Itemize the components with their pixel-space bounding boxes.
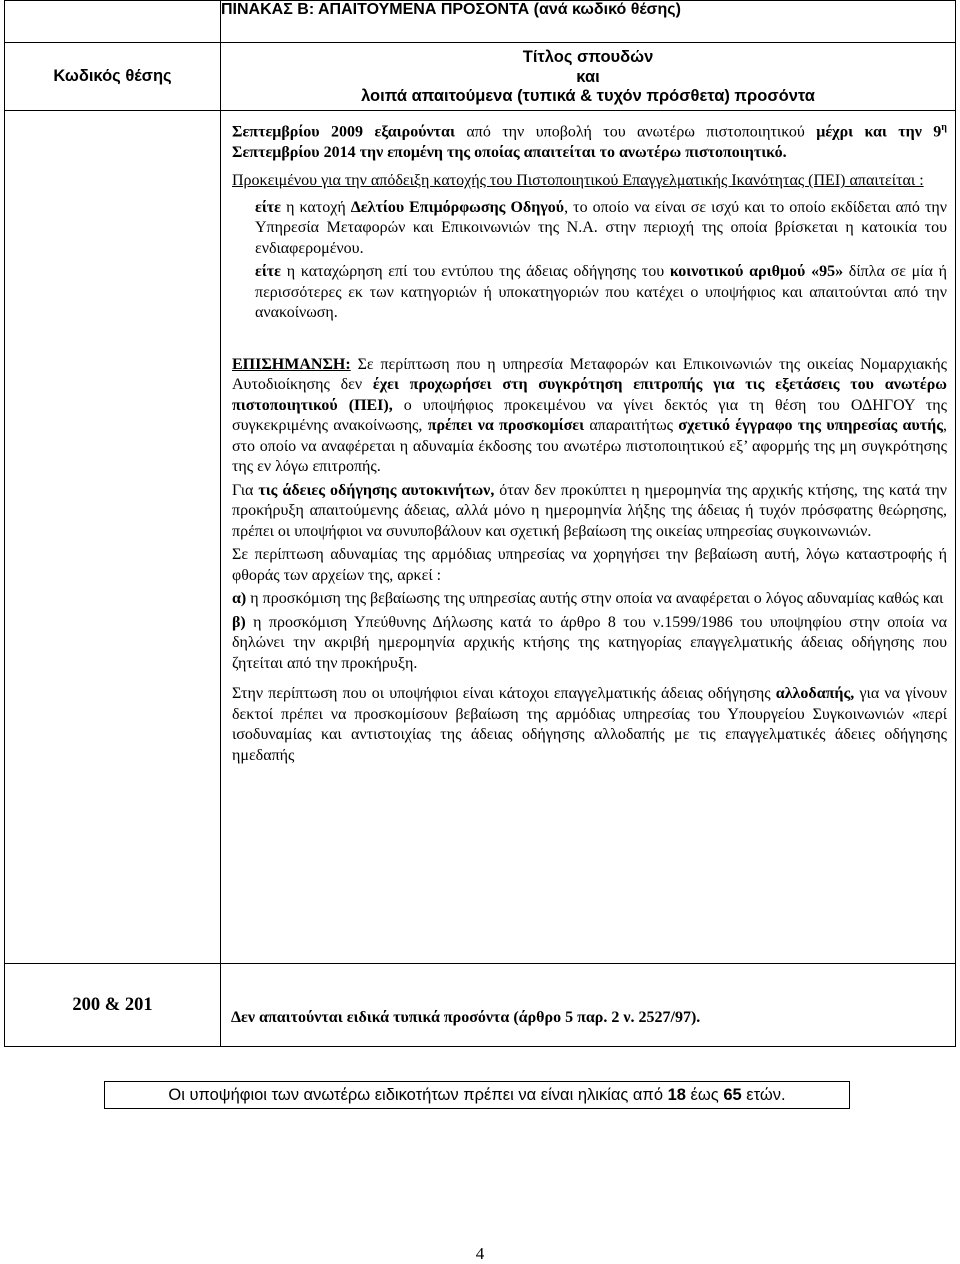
paragraph-exemption: Σεπτεμβρίου 2009 εξαιρούνται από την υποβολή του ανωτέρω πιστοποιητικού μέχρι και την $9^\eta$ Σεπτεμβρίου 2014 την επομένη της οποίας απαιτείται το ανωτέρω πιστοποιητικό. xyxy=(232,122,947,161)
paragraph-pei-intro: Προκειμένου για την απόδειξη κατοχής του Πιστοποιητικού Επαγγελματικής Ικανότητας (ΠΕΙ) απαιτείται : xyxy=(232,172,924,190)
table-title: ΠΙΝΑΚΑΣ Β: ΑΠΑΙΤΟΥΜΕΝΑ ΠΡΟΣΟΝΤΑ (ανά κωδικό θέσης) xyxy=(221,1,956,43)
requirements-table xyxy=(4,0,956,1047)
qualifications-column-header xyxy=(221,43,956,111)
header-line-2: και xyxy=(576,67,600,86)
paragraph-inability: Σε περίπτωση αδυναμίας της αρμόδιας υπηρεσίας να χορηγήσει την βεβαίωση αυτή, λόγω καταστροφής ή φθοράς των αρχείων της, αρκεί : xyxy=(232,546,947,584)
page-number: 4 xyxy=(475,1244,485,1263)
header-line-1: Τίτλος σπουδών xyxy=(522,48,654,66)
paragraph-notice: ΕΠΙΣΗΜΑΝΣΗ: Σε περίπτωση που η υπηρεσία Μεταφορών και Επικοινωνιών της οικείας Νομαρχιακής Αυτοδιοίκησης δεν έχει προχωρήσει στη συγκρότηση επιτροπής για τις εξετάσεις του ανωτέρω πιστοποιητικού (ΠΕΙ), ο υποψήφιος προκειμένου να γίνει δεκτός για τη θέση του ΟΔΗΓΟΥ της συγκεκριμένης ανακοίνωσης, πρέπει να προσκομίσει απαραιτήτως σχετικό έγγραφο της υπηρεσίας αυτής, στο οποίο να αναφέρεται η αδυναμία έκδοσης του ανωτέρω πιστοποιητικού εξ’ αφορμής της μη συγκρότησης της εν λόγω επιτροπής. xyxy=(232,355,948,476)
qualifications-cell xyxy=(221,111,956,964)
header-line-3: λοιπά απαιτούμενα (τυπικά & τυχόν πρόσθετα) προσόντα xyxy=(361,87,815,105)
paragraph-licenses: Για τις άδειες οδήγησης αυτοκινήτων, όταν δεν προκύπτει η ημερομηνία της αρχικής κτήσης, της κατά την προκήρυξη απαιτούμενης άδειας, αλλά μόνο η ημερομηνία λήξης της άδειας ή τυχόν πρόσφατης θεώρησης, πρέπει οι υποψήφιοι να συνυποβάλουν και σχετική βεβαίωση της οικείας υπηρεσίας συγκοινωνιών. xyxy=(232,481,948,540)
position-code-200-201: 200 & 201 xyxy=(5,964,221,1047)
paragraph-option-b: β) η προσκόμιση Υπεύθυνης Δήλωσης κατά το άρθρο 8 του ν.1599/1986 του υποψηφίου στην οποία να δηλώνει την ακριβή ημερομηνία αρχικής κτήσης της κατηγορίας επαγγελματικής άδειας οδήγησης που ζητείται από την προκήρυξη. xyxy=(232,613,947,672)
paragraph-either-code95: είτε η καταχώρηση επί του εντύπου της άδειας οδήγησης του κοινοτικού αριθμού «95» δίπλα σε μία ή περισσότερες εκ των κατηγοριών ή υποκατηγοριών που κατέχει ο υποψήφιος και απαιτούνται από την ανακοίνωση. xyxy=(255,263,947,322)
paragraph-option-a: α) η προσκόμιση της βεβαίωσης της υπηρεσίας αυτής στην οποία να αναφέρεται ο λόγος αδυναμίας καθώς και xyxy=(232,590,944,608)
age-requirement-note: Οι υποψήφιοι των ανωτέρω ειδικοτήτων πρέπει να είναι ηλικίας από 18 έως 65 ετών. xyxy=(104,1081,850,1109)
code-column-header: Κωδικός θέσης xyxy=(5,43,221,111)
paragraph-foreign-license: Στην περίπτωση που οι υποψήφιοι είναι κάτοχοι επαγγελματικής άδειας οδήγησης αλλοδαπής, για να γίνουν δεκτοί πρέπει να προσκομίσουν βεβαίωση της αρμόδιας υπηρεσίας του Υπουργείου Συγκοινωνιών «περί ισοδυναμίας και αντιστοιχίας της άδειας οδήγησης αλλοδαπής με τις επαγγελματικές άδειες οδήγησης ημεδαπής xyxy=(232,685,947,764)
requirement-200-201: Δεν απαιτούνται ειδικά τυπικά προσόντα (άρθρο 5 παρ. 2 ν. 2527/97). xyxy=(221,964,956,1047)
paragraph-either-card: είτε η κατοχή Δελτίου Επιμόρφωσης Οδηγού, το οποίο να είναι σε ισχύ και το οποίο εκδίδεται από την Υπηρεσία Μεταφορών και Επικοινωνιών της Ν.Α. στην περιοχή της οποία βρίσκεται η κατοικία του ενδιαφερομένου. xyxy=(255,198,947,257)
